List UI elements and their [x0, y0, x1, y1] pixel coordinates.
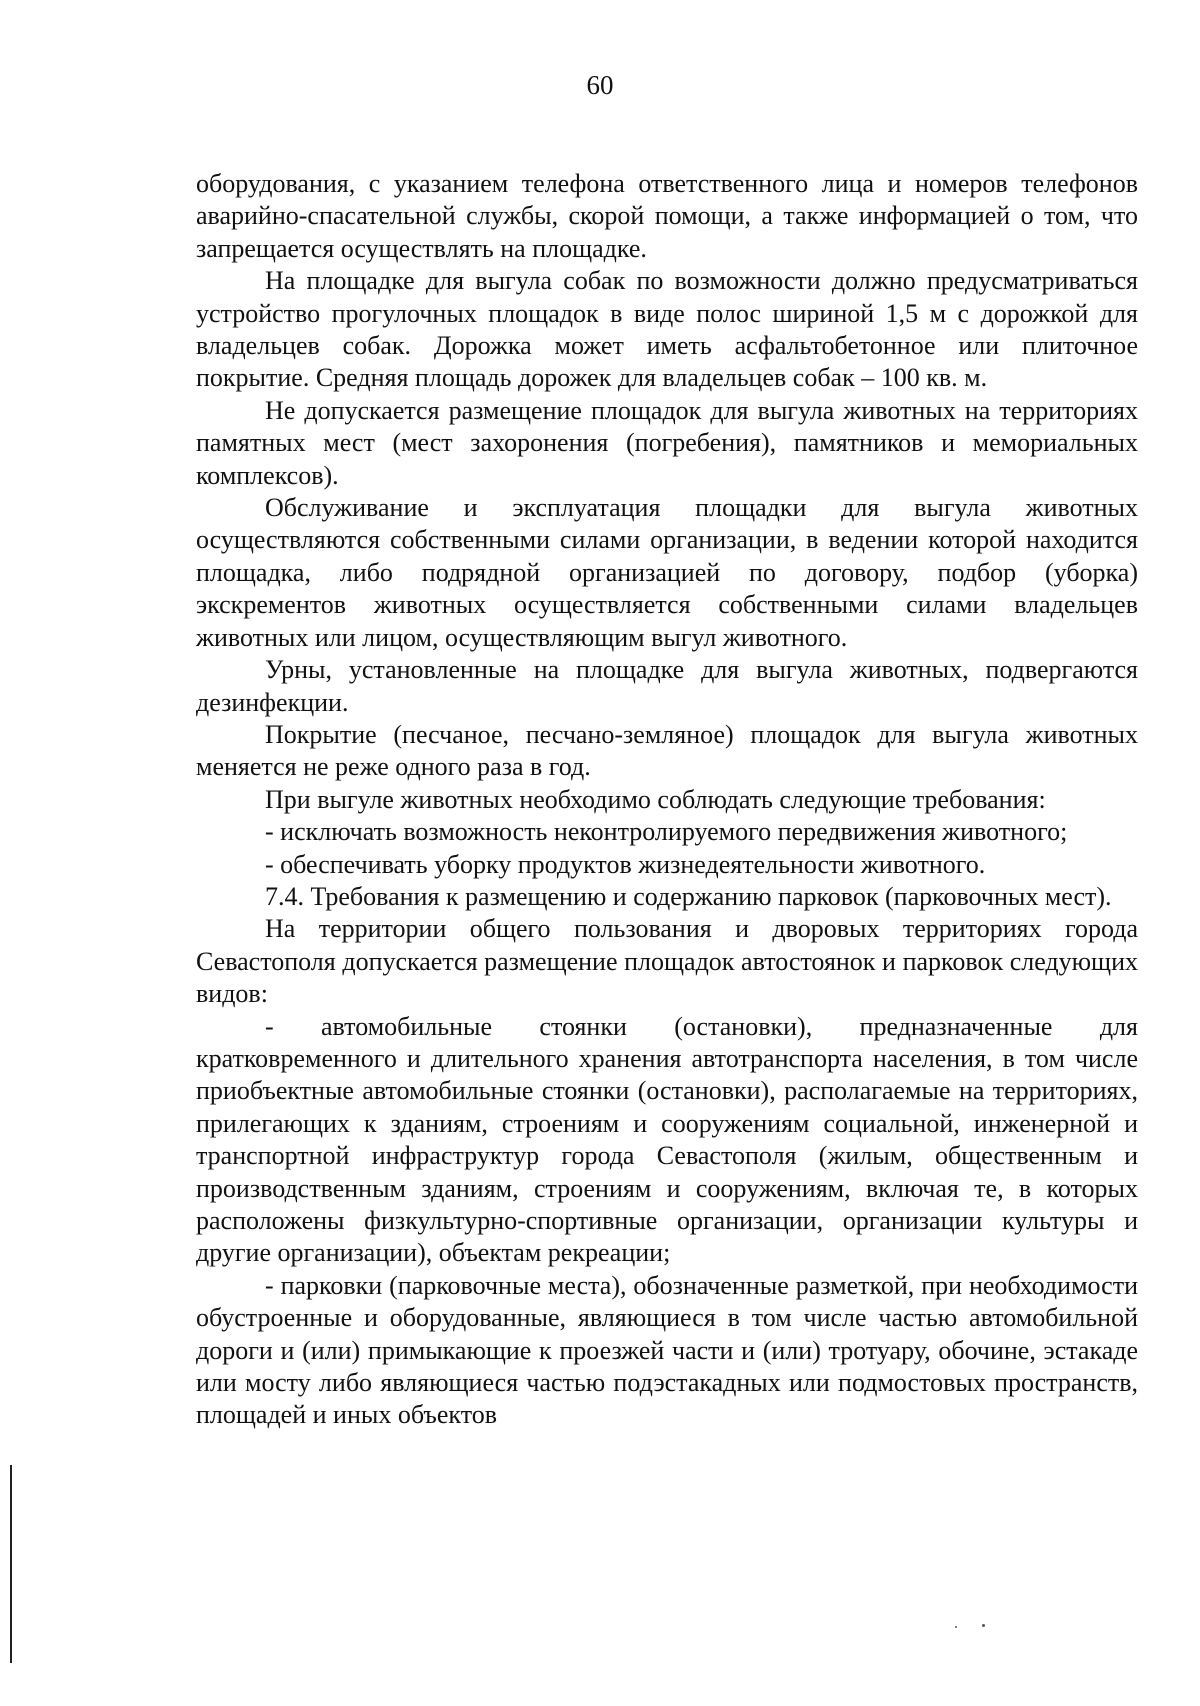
paragraph: Не допускается размещение площадок для выгула животных на территориях памятных мест (мест захоронения (погребения), памятников и мемориальных комплексов).	[196, 395, 1138, 490]
scan-speck	[955, 1626, 957, 1628]
paragraph: Обслуживание и эксплуатация площадки для выгула животных осуществляются собственными силами организации, в ведении которой находится площадка, либо подрядной организацией по договору, подбор (уборка) экскрементов животных осуществляется собственными силами владельцев животных или лицом, осуществляющим выгул животного.	[196, 493, 1138, 652]
list-item: - автомобильные стоянки (остановки), предназначенные для кратковременного и длительного хранения автотранспорта населения, в том числе приобъектные автомобильные стоянки (остановки), располагаемые на территориях, прилегающих к зданиям, строениям и сооружениям социальной, инженерной и транспортной инфраструктур города Севастополя (жилым, общественным и производственным зданиям, строениям и сооружениям, включая те, в которых расположены физкультурно-спортивные организации, организации культуры и другие организации), объектам рекреации;	[196, 1011, 1138, 1268]
paragraph: На площадке для выгула собак по возможности должно предусматриваться устройство прогулочных площадок в виде полос шириной 1,5 м с дорожкой для владельцев собак. Дорожка может иметь асфальтобетонное или плиточное покрытие. Средняя площадь дорожек для владельцев собак – 100 кв. м.	[196, 266, 1138, 393]
list-item: - исключать возможность неконтролируемого передвижения животного;	[265, 817, 1068, 847]
paragraph: На территории общего пользования и дворовых территориях города Севастополя допускается размещение площадок автостоянок и парковок следующих видов:	[196, 914, 1138, 1009]
scan-speck	[982, 1624, 985, 1627]
paragraph: оборудования, с указанием телефона ответственного лица и номеров телефонов аварийно-спасательной службы, скорой помощи, а также информацией о том, что запрещается осуществлять на площадке.	[196, 169, 1138, 263]
paragraph: Покрытие (песчаное, песчано-земляное) площадок для выгула животных меняется не реже одного раза в год.	[196, 719, 1138, 782]
paragraph: При выгуле животных необходимо соблюдать следующие требования:	[265, 784, 1046, 814]
document-body	[196, 168, 1138, 1432]
list-item: - обеспечивать уборку продуктов жизнедеятельности животного.	[265, 849, 986, 879]
list-item: - парковки (парковочные места), обозначенные разметкой, при необходимости обустроенные и оборудованные, являющиеся в том числе частью автомобильной дороги и (или) примыкающие к проезжей части и (или) тротуару, обочине, эстакаде или мосту либо являющиеся частью подэстакадных или подмостовых пространств, площадей и иных объектов	[196, 1270, 1138, 1430]
paragraph: Урны, установленные на площадке для выгула животных, подвергаются дезинфекции.	[196, 655, 1138, 717]
section-heading: 7.4. Требования к размещению и содержанию парковок (парковочных мест).	[265, 881, 1112, 911]
page-number: 60	[586, 70, 614, 100]
scan-margin-line	[10, 1465, 12, 1663]
